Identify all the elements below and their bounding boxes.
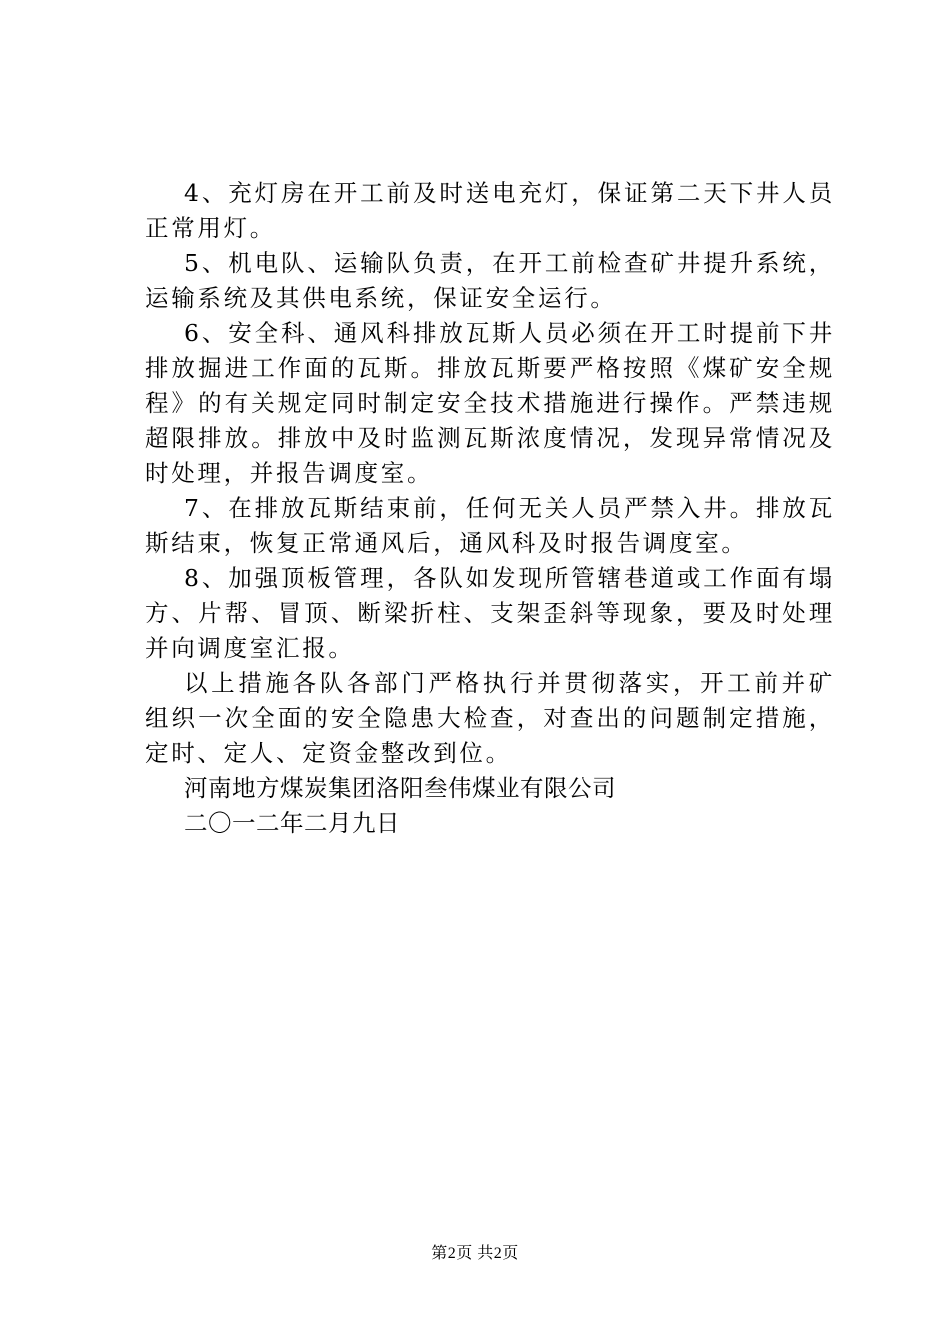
signature-company: 河南地方煤炭集团洛阳叁伟煤业有限公司 [184,774,616,802]
page-number-footer: 第2页 共2页 [431,1245,519,1262]
document-body [145,176,835,841]
paragraph-item-4: 4、充灯房在开工前及时送电充灯，保证第二天下井人员正常用灯。 [145,179,835,242]
paragraph-item-6: 6、安全科、通风科排放瓦斯人员必须在开工时提前下井排放掘进工作面的瓦斯。排放瓦斯要严格按照《煤矿安全规程》的有关规定同时制定安全技术措施进行操作。严禁违规超限排放。排放中及时监测瓦斯浓度情况，发现异常情况及时处理，并报告调度室。 [145,319,835,487]
paragraph-item-5: 5、机电队、运输队负责，在开工前检查矿井提升系统，运输系统及其供电系统，保证安全运行。 [145,249,835,312]
paragraph-item-7: 7、在排放瓦斯结束前，任何无关人员严禁入井。排放瓦斯结束，恢复正常通风后，通风科及时报告调度室。 [145,494,835,557]
paragraph-item-8: 8、加强顶板管理，各队如发现所管辖巷道或工作面有塌方、片帮、冒顶、断梁折柱、支架歪斜等现象，要及时处理并向调度室汇报。 [145,564,835,662]
signature-date: 二〇一二年二月九日 [184,809,400,837]
paragraph-conclusion: 以上措施各队各部门严格执行并贯彻落实，开工前并矿组织一次全面的安全隐患大检查，对查出的问题制定措施，定时、定人、定资金整改到位。 [145,669,835,767]
